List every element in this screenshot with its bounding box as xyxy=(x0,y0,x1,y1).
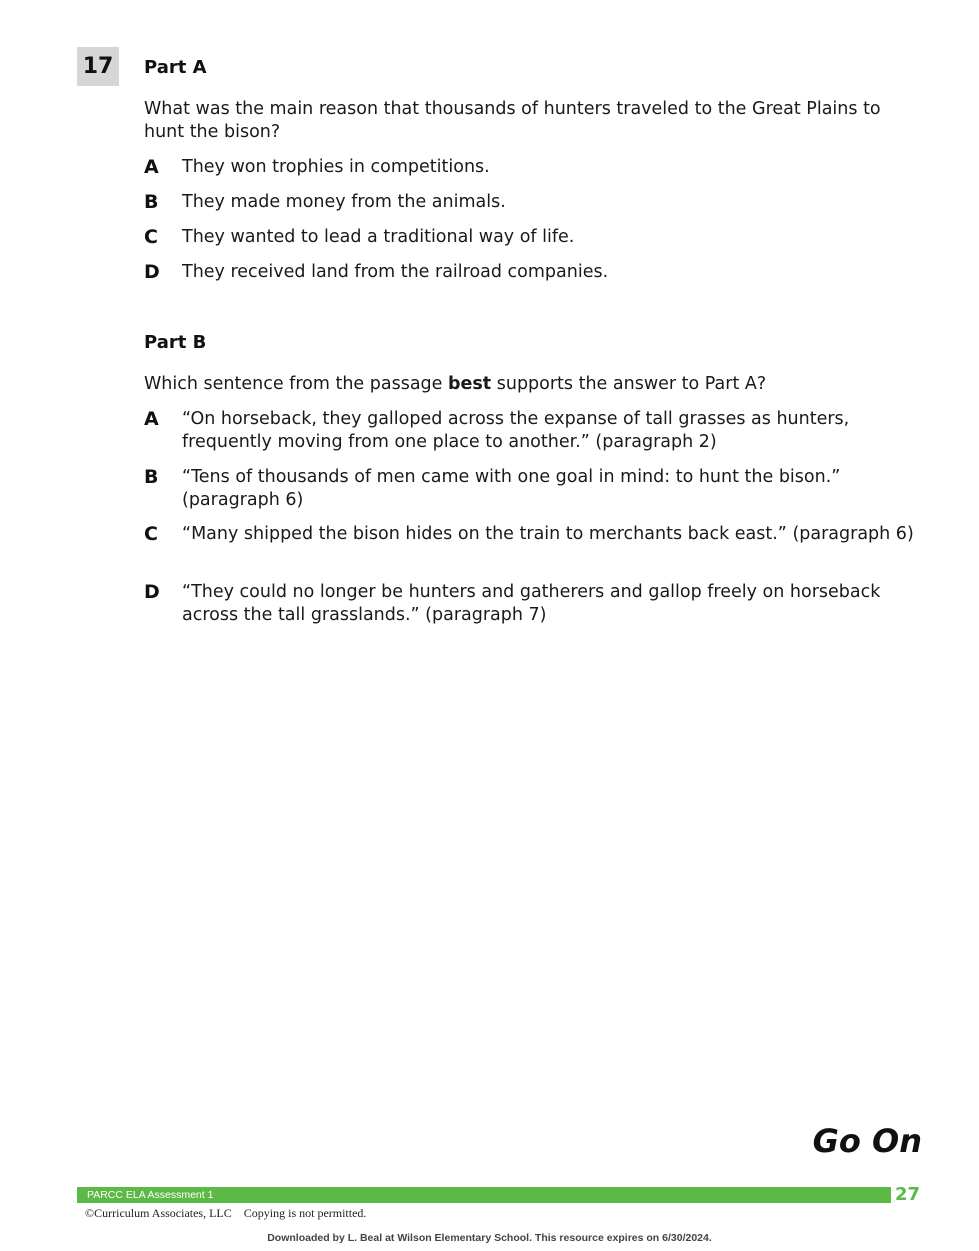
part-a-prompt: What was the main reason that thousands of hunters traveled to the Great Plains to hunt the bison? xyxy=(144,99,881,142)
option-text: They wanted to lead a traditional way of life. xyxy=(182,227,575,247)
assessment-label: PARCC ELA Assessment 1 xyxy=(87,1189,214,1201)
part-b-prompt-end: supports the answer to Part A? xyxy=(491,374,767,394)
option-letter: C xyxy=(144,226,158,248)
option-letter: A xyxy=(144,156,159,178)
option-text: They made money from the animals. xyxy=(182,192,506,212)
option-letter: B xyxy=(144,191,159,213)
page-number: 27 xyxy=(895,1184,921,1205)
option-letter: A xyxy=(144,408,159,430)
footer-bar xyxy=(77,1187,891,1203)
part-a-heading: Part A xyxy=(144,57,207,78)
option-letter: D xyxy=(144,261,160,283)
part-b-prompt-emphasis: best xyxy=(447,374,492,394)
download-note: Downloaded by L. Beal at Wilson Elementary School. This resource expires on 6/30/2024. xyxy=(267,1232,712,1244)
part-b-prompt xyxy=(144,373,914,396)
option-text: “They could no longer be hunters and gatherers and gallop freely on horseback across the tall grasslands.” (paragraph 7) xyxy=(182,582,881,625)
option-text: “Tens of thousands of men came with one goal in mind: to hunt the bison.” (paragraph 6) xyxy=(182,467,841,510)
go-on-label: Go On xyxy=(812,1122,922,1160)
option-letter: B xyxy=(144,466,159,488)
option-text: They received land from the railroad companies. xyxy=(182,262,609,282)
option-letter: D xyxy=(144,581,160,603)
copyright-notice: ©Curriculum Associates, LLC Copying is not permitted. xyxy=(85,1206,367,1220)
question-number: 17 xyxy=(77,47,119,86)
part-b-prompt-start: Which sentence from the passage xyxy=(144,374,448,394)
option-text: “On horseback, they galloped across the expanse of tall grasses as hunters, frequently moving from one place to another.” (paragraph 2) xyxy=(182,409,850,452)
option-text: “Many shipped the bison hides on the train to merchants back east.” (paragraph 6) xyxy=(182,524,914,544)
option-letter: C xyxy=(144,523,158,545)
part-b-heading: Part B xyxy=(144,332,207,353)
option-text: They won trophies in competitions. xyxy=(182,157,490,177)
